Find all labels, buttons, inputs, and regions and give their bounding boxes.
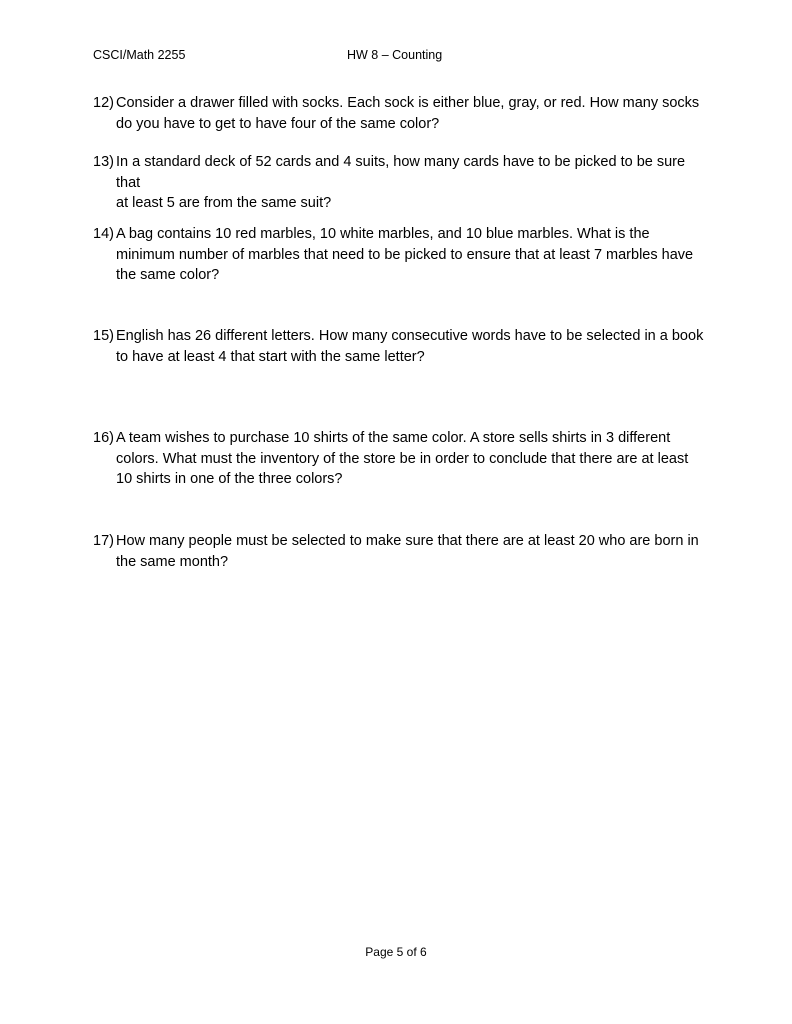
question-number: 14) — [93, 226, 114, 242]
course-header: CSCI/Math 2255 — [93, 48, 186, 62]
question-text: English has 26 different letters. How many consecutive words have to be selected in a book to have at least 4 that start with the same letter? — [116, 328, 704, 365]
question-13 — [93, 152, 713, 214]
question-text: A team wishes to purchase 10 shirts of the same color. A store sells shirts in 3 different colors. What must the inventory of the store be in order to conclude that there are at least 10 shirts in one of the three colors? — [116, 430, 689, 487]
question-text: Consider a drawer filled with socks. Each sock is either blue, gray, or red. How many socks do you have to get to have four of the same color? — [116, 95, 700, 132]
question-number: 12) — [93, 95, 114, 111]
question-number: 16) — [93, 430, 114, 446]
question-text: In a standard deck of 52 cards and 4 suits, how many cards have to be picked to be sure that at least 5 are from the same suit? — [116, 154, 686, 211]
question-number: 15) — [93, 328, 114, 344]
page-number: Page 5 of 6 — [365, 945, 427, 959]
question-16 — [93, 428, 713, 490]
question-text: How many people must be selected to make sure that there are at least 20 who are born in the same month? — [116, 533, 699, 570]
question-number: 13) — [93, 154, 114, 170]
question-12 — [93, 93, 713, 134]
question-text: A bag contains 10 red marbles, 10 white marbles, and 10 blue marbles. What is the minimum number of marbles that need to be picked to ensure that at least 7 marbles have the same color? — [116, 226, 694, 283]
question-14 — [93, 224, 713, 286]
question-17 — [93, 531, 713, 572]
document-title: HW 8 – Counting — [347, 48, 443, 62]
question-15 — [93, 326, 713, 367]
question-number: 17) — [93, 533, 114, 549]
